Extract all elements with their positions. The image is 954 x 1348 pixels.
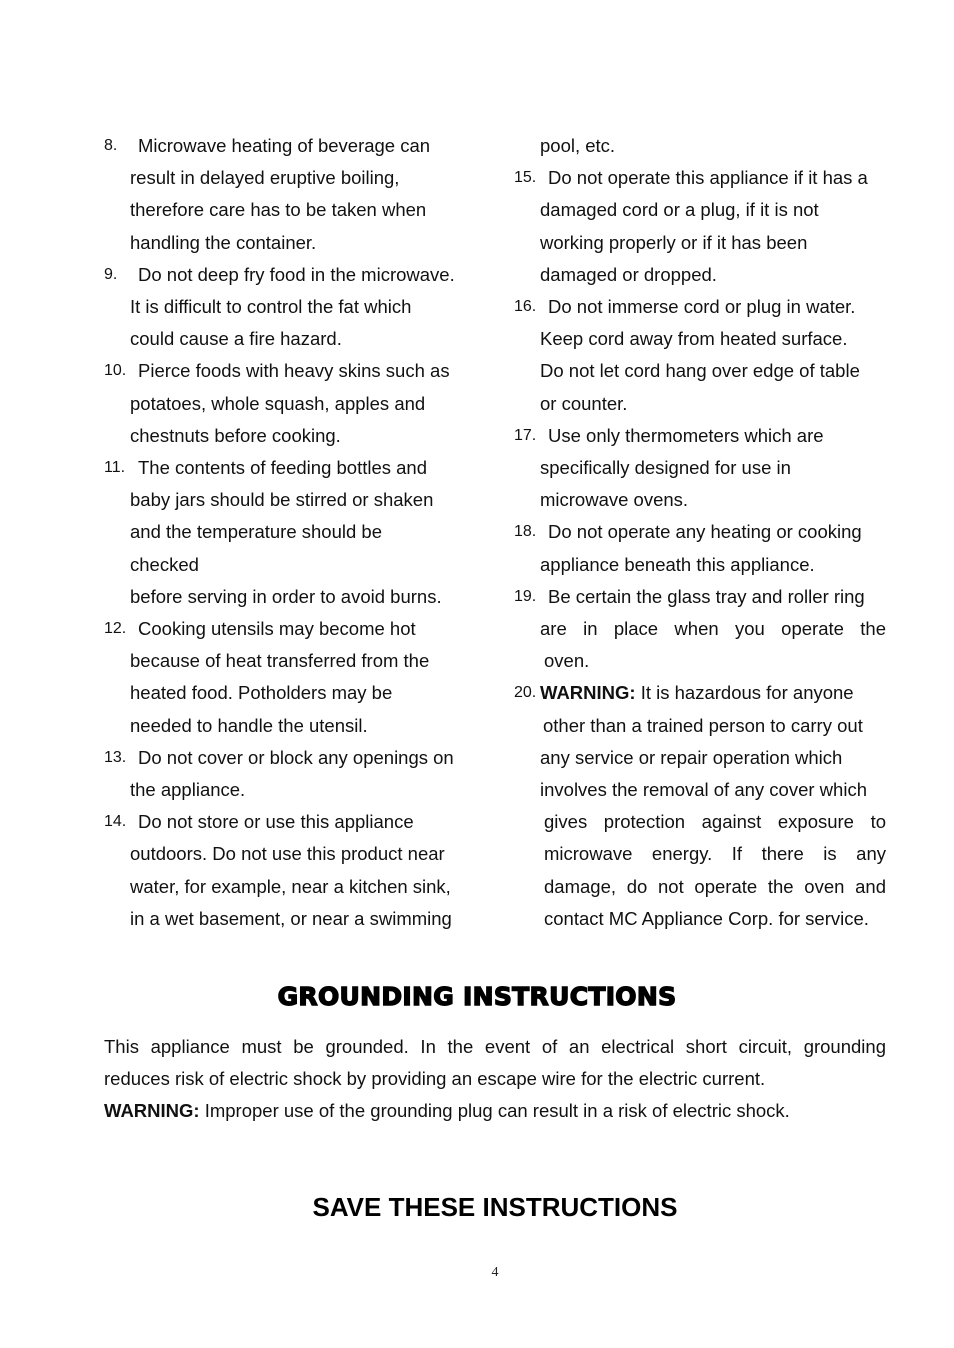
- instruction-item-15: [514, 162, 886, 291]
- item-line: Microwave heating of beverage can: [138, 135, 431, 156]
- grounding-warning: [104, 1095, 886, 1127]
- item-number: 11.: [104, 459, 126, 477]
- item-line: chestnuts before cooking.: [130, 424, 341, 446]
- instruction-item-20: [514, 677, 886, 935]
- instruction-item-9: [104, 259, 476, 356]
- item-line: It is difficult to control the fat which: [130, 296, 412, 318]
- save-instructions-heading: SAVE THESE INSTRUCTIONS: [312, 1192, 678, 1222]
- item-line: could cause a fire hazard.: [130, 328, 342, 350]
- item-line: Cooking utensils may become hot: [138, 618, 416, 640]
- instruction-item-16: [514, 291, 886, 420]
- item-line: oven.: [544, 650, 590, 672]
- grounding-text-line: This appliance must be grounded. In the event of an electrical short circuit, grounding: [104, 1036, 886, 1057]
- item-line: damage, do not operate the oven and: [544, 875, 886, 897]
- item-line: before serving in order to avoid burns.: [130, 585, 442, 607]
- item-14-continuation: pool, etc.: [540, 135, 616, 156]
- item-line: Do not immerse cord or plug in water.: [548, 296, 856, 318]
- item-line: needed to handle the utensil.: [130, 714, 368, 736]
- instruction-item-11: [104, 452, 476, 613]
- instruction-item-17: [514, 420, 886, 517]
- item-line: result in delayed eruptive boiling,: [130, 167, 400, 189]
- item-number: 15.: [514, 169, 537, 187]
- item-number: 18.: [514, 523, 537, 541]
- item-line: any service or repair operation which: [540, 746, 843, 768]
- item-line: potatoes, whole squash, apples and: [130, 392, 426, 414]
- item-number: 10.: [104, 362, 127, 380]
- item-number: 9.: [104, 265, 118, 283]
- item-line: The contents of feeding bottles and: [138, 457, 428, 479]
- item-line: and the temperature should be: [130, 521, 382, 543]
- item-line: Do not operate this appliance if it has a: [548, 167, 868, 189]
- instructions-right-column: [514, 130, 886, 935]
- item-line: the appliance.: [130, 779, 246, 801]
- instruction-item-10: [104, 355, 476, 452]
- item-line: baby jars should be stirred or shaken: [130, 489, 434, 511]
- item-first-line: [540, 677, 886, 709]
- item-line: heated food. Potholders may be: [130, 682, 393, 704]
- item-number: 19.: [514, 587, 537, 605]
- item-line: appliance beneath this appliance.: [540, 553, 815, 575]
- item-number: 20.: [514, 684, 537, 702]
- instruction-item-18: [514, 516, 886, 580]
- instructions-left-column: [104, 130, 476, 935]
- item-line: handling the container.: [130, 231, 317, 253]
- item-line: Do not let cord hang over edge of table: [540, 360, 860, 382]
- item-line: Keep cord away from heated surface.: [540, 328, 848, 350]
- grounding-warning-text: Improper use of the grounding plug can result in a risk of electric shock.: [199, 1100, 790, 1122]
- item-line: microwave ovens.: [540, 489, 689, 511]
- grounding-text-line: reduces risk of electric shock by providing an escape wire for the electric current.: [104, 1068, 766, 1090]
- item-line: Do not operate any heating or cooking: [548, 521, 862, 543]
- warning-first-line-text: It is hazardous for anyone: [635, 682, 854, 704]
- item-line: working properly or if it has been: [540, 231, 808, 253]
- item-line: are in place when you operate the: [540, 618, 886, 640]
- item-line: Do not deep fry food in the microwave.: [138, 263, 455, 285]
- item-line: Pierce foods with heavy skins such as: [138, 360, 450, 382]
- item-line: Be certain the glass tray and roller ring: [548, 585, 865, 607]
- item-line: in a wet basement, or near a swimming: [130, 907, 452, 929]
- item-line: or counter.: [540, 392, 628, 414]
- item-line: therefore care has to be taken when: [130, 199, 427, 221]
- item-line: damaged cord or a plug, if it is not: [540, 199, 819, 221]
- item-line: outdoors. Do not use this product near: [130, 843, 445, 865]
- item-number: 14.: [104, 813, 127, 831]
- item-line: contact MC Appliance Corp. for service.: [544, 907, 869, 929]
- item-line: Do not store or use this appliance: [138, 811, 414, 833]
- item-number: 13.: [104, 748, 127, 766]
- item-number: 17.: [514, 426, 537, 444]
- item-line: involves the removal of any cover which: [540, 779, 867, 801]
- item-line: Use only thermometers which are: [548, 424, 824, 446]
- item-line: Do not cover or block any openings on: [138, 746, 454, 768]
- item-line: checked: [130, 553, 199, 575]
- item-line: water, for example, near a kitchen sink,: [130, 875, 451, 897]
- item-line: other than a trained person to carry out: [543, 714, 863, 736]
- instruction-item-19: [514, 581, 886, 678]
- instruction-item-8: [104, 130, 476, 259]
- item-line: specifically designed for use in: [540, 457, 791, 479]
- item-number: 8.: [104, 137, 118, 154]
- instruction-item-13: [104, 742, 476, 806]
- item-line: because of heat transferred from the: [130, 650, 430, 672]
- item-line: gives protection against exposure to: [544, 811, 886, 833]
- page-number: 4: [491, 1265, 499, 1280]
- item-number: 16.: [514, 298, 537, 316]
- warning-label: WARNING:: [104, 1100, 200, 1122]
- item-line: microwave energy. If there is any: [544, 843, 886, 865]
- instruction-item-12: [104, 613, 476, 742]
- item-line: damaged or dropped.: [540, 263, 717, 285]
- instruction-item-14: [104, 806, 476, 935]
- warning-label: WARNING:: [540, 682, 636, 704]
- item-number: 12.: [104, 620, 127, 638]
- grounding-body: [104, 1031, 886, 1128]
- grounding-heading: GROUNDING INSTRUCTIONS: [277, 982, 677, 1011]
